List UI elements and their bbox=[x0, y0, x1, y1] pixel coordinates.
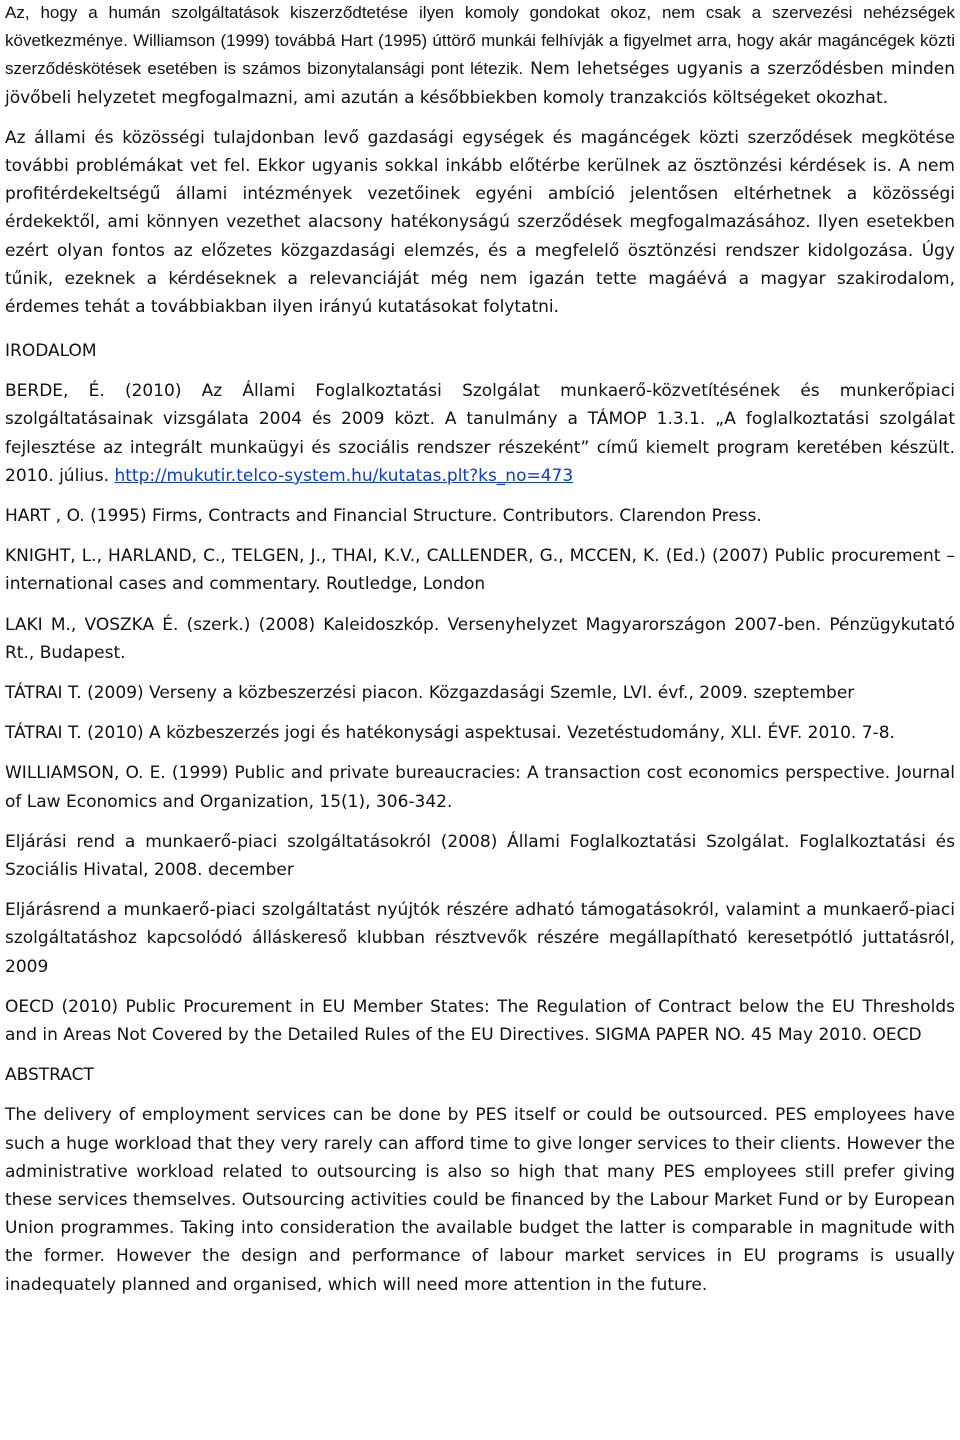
reference-text: OECD (2010) Public Procurement in EU Member States: The Regulation of Contract below the EU Thresholds and in Areas Not Covered by the Detailed Rules of the EU Directives. SIGMA PAPER NO. 45 May 2010. OECD bbox=[5, 996, 955, 1046]
abstract-heading: ABSTRACT bbox=[5, 1065, 94, 1086]
reference-item bbox=[5, 679, 955, 707]
reference-text: (2010) A közbeszerzés jogi és hatékonysági aspektusai. Vezetéstudomány, XLI. ÉVF. 2010. 7-8. bbox=[87, 723, 895, 744]
reference-item bbox=[5, 502, 955, 530]
reference-list bbox=[5, 377, 955, 1049]
references-heading: IRODALOM bbox=[5, 341, 97, 362]
reference-link[interactable]: http://mukutir.telco-system.hu/kutatas.plt?ks_no=473 bbox=[114, 465, 574, 486]
reference-author: TÁTRAI T. bbox=[5, 683, 82, 704]
reference-text: Eljárásrend a munkaerő-piaci szolgáltatást nyújtók részére adható támogatásokról, valamint a munkaerő-piaci szolgáltatáshoz kapcsolódó álláskereső klubban résztvevők részére megállapítható keresetpótló juttatásról, 2009 bbox=[5, 900, 955, 977]
reference-author: TÁTRAI T. bbox=[5, 723, 82, 744]
reference-author: BERDE, É. bbox=[5, 381, 105, 402]
reference-item bbox=[5, 377, 955, 490]
intro-paragraph-1b-text: Nem lehetséges ugyanis a szerződésben minden jövőbeli helyzetet megfogalmazni, ami azután a későbbiekben komoly tranzakciós költségeket okozhat. bbox=[5, 59, 956, 108]
intro-paragraph-1-text: Az, hogy a humán szolgáltatások kiszerződtetése ilyen komoly gondokat okoz, nem csak a szervezési nehézségek következménye. Williamson (1999) továbbá Hart (1995) úttörő munkái felhívják a figyelmet arra, hogy akár magáncégek közti szerződéskötések esetében is számos bizonytalansági pont létezik. bbox=[5, 3, 955, 79]
reference-text: (2010) Az Állami Foglalkoztatási Szolgálat munkaerő-közvetítésének és munkerőpiaci szolgáltatásainak vizsgálata 2004 és 2009 közt. A tanulmány a TÁMOP 1.3.1. „A foglalkoztatási szolgálat fejlesztése az integrált munkaügyi és szociális rendszer részeként” című kiemelt program keretében készült. 2010. július. bbox=[5, 381, 956, 486]
reference-author: LAKI M., VOSZKA É. bbox=[5, 614, 179, 635]
reference-text: (Ed.) (2007) Public procurement – international cases and commentary. Routledge, London bbox=[5, 546, 956, 595]
reference-item bbox=[5, 719, 955, 747]
reference-item bbox=[5, 896, 955, 981]
reference-text: (1995) Firms, Contracts and Financial Structure. Contributors. Clarendon Press. bbox=[90, 506, 762, 527]
reference-text: (2009) Verseny a közbeszerzési piacon. Közgazdasági Szemle, LVI. évf., 2009. szeptember bbox=[87, 683, 855, 704]
abstract-text: The delivery of employment services can be done by PES itself or could be outsourced. PES employees have such a huge workload that they very rarely can afford time to give longer services to their clients. However the administrative workload related to outsourcing is also so high that many PES employees still prefer giving these services themselves. Outsourcing activities could be financed by the Labour Market Fund or by European Union programmes. Taking into consideration the available budget the latter is comparable in magnitude with the former. However the design and performance of labour market services in EU programs is usually inadequately planned and organised, which will need more attention in the future. bbox=[5, 1105, 955, 1295]
reference-text: (1999) Public and private bureaucracies: A transaction cost economics perspective. Journal of Law Economics and Organization, 15(1), 306-342. bbox=[5, 763, 956, 812]
reference-item bbox=[5, 993, 955, 1049]
intro-paragraph-1 bbox=[5, 0, 955, 112]
reference-author: KNIGHT, L., HARLAND, C., TELGEN, J., THAI, K.V., CALLENDER, G., MCCEN, K. bbox=[5, 546, 660, 567]
intro-paragraph-2: Az állami és közösségi tulajdonban levő gazdasági egységek és magáncégek közti szerződések megkötése további problémákat vet fel. Ekkor ugyanis sokkal inkább előtérbe kerülnek az ösztönzési kérdések is. A nem profitérdekeltségű állami intézmények vezetőinek egyéni ambíció jelentősen eltérhetnek a közösségi érdekektől, ami könnyen vezethet alacsony hatékonyságú szerződések megfogalmazásához. Ilyen esetekben ezért olyan fontos az előzetes közgazdasági elemzés, és a megfelelő ösztönzési rendszer kidolgozása. Úgy tűnik, ezeknek a kérdéseknek a relevanciáját még nem igazán tette magáévá a magyar szakirodalom, érdemes tehát a továbbiakban ilyen irányú kutatásokat folytatni. bbox=[5, 127, 955, 318]
reference-author: WILLIAMSON, O. E. bbox=[5, 763, 166, 784]
reference-item bbox=[5, 542, 955, 598]
reference-item bbox=[5, 759, 955, 815]
reference-text: Eljárási rend a munkaerő-piaci szolgáltatásokról (2008) Állami Foglalkoztatási Szolgálat. Foglalkoztatási és Szociális Hivatal, 2008. december bbox=[5, 831, 955, 881]
document-page bbox=[5, 0, 955, 1299]
reference-item bbox=[5, 828, 955, 884]
reference-item bbox=[5, 611, 955, 667]
reference-text: (szerk.) (2008) Kaleidoszkóp. Versenyhelyzet Magyarországon 2007-ben. Pénzügykutató Rt., Budapest. bbox=[5, 614, 955, 663]
reference-author: HART , O. bbox=[5, 506, 85, 527]
